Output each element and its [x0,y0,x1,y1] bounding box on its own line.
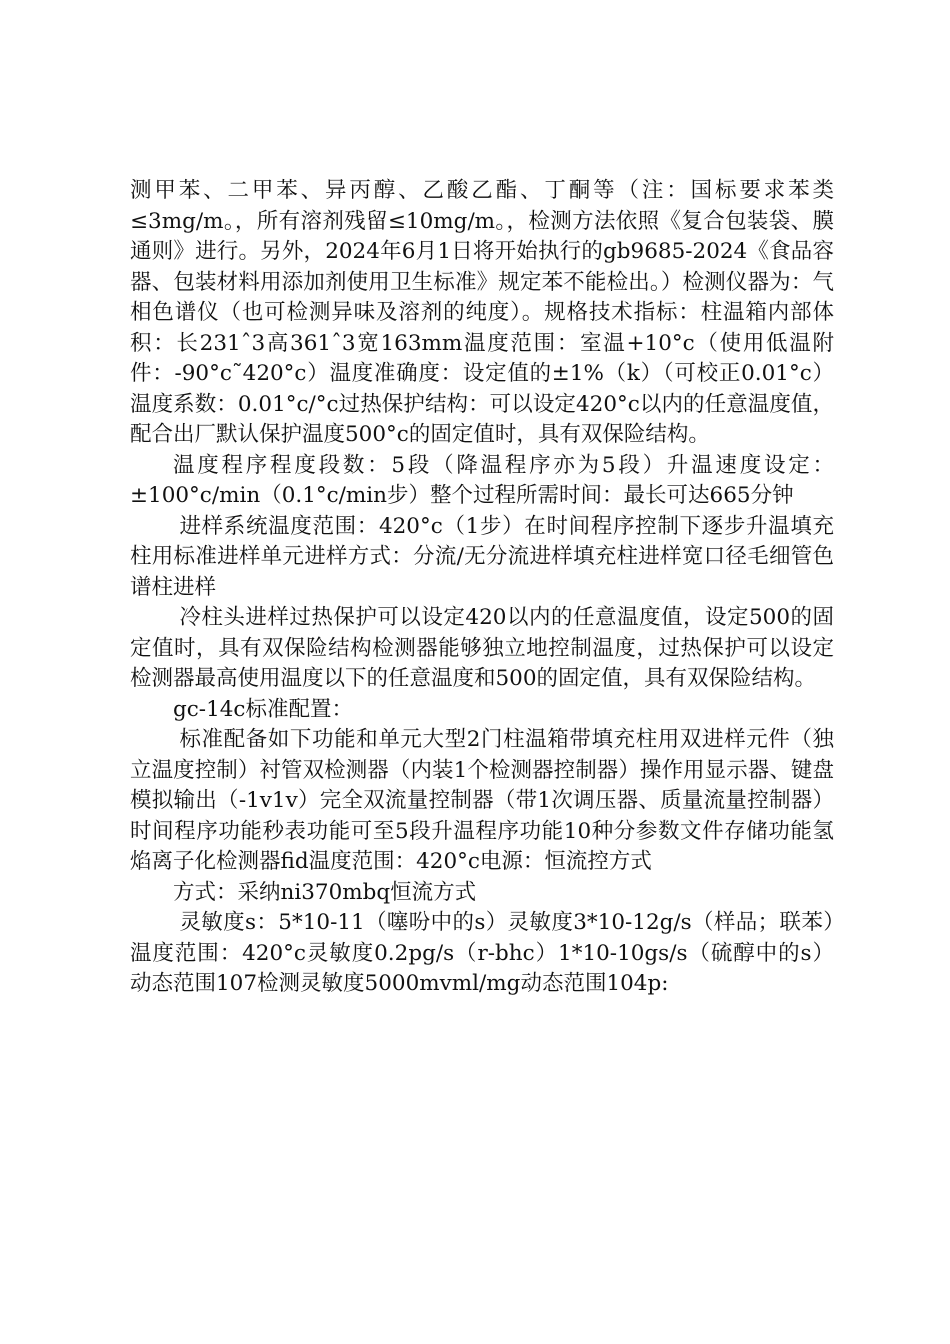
paragraph-standard-config-heading: gc-14c标准配置： [173,696,353,722]
paragraph-standard-config: 标准配备如下功能和单元大型2门柱温箱带填充柱用双进样元件（独立温度控制）衬管双检测器（内装1个检测器控制器）操作用显示器、键盘模拟输出（-1v1v）完全双流量控制器（带1次调压器、质量流量控制器）时间程序功能秒表功能可至5段升温程序功能10种分参数文件存储功能氢焰离子化检测器fid温度范围：420°c电源：恒流控方式 [130,727,834,874]
paragraph-method: 方式：采纳ni370mbq恒流方式 [173,879,477,905]
paragraph-cold-column-injection: 冷柱头进样过热保护可以设定420以内的任意温度值，设定500的固定值时，具有双保险结构检测器能够独立地控制温度，过热保护可以设定检测器最高使用温度以下的任意温度和500的固定值，具有双保险结构。 [130,605,834,691]
paragraph-injection-system: 进样系统温度范围：420°c（1步）在时间程序控制下逐步升温填充柱用标准进样单元进样方式：分流/无分流进样填充柱进样宽口径毛细管色谱柱进样 [130,513,834,600]
paragraph-solvent-testing: 测甲苯、二甲苯、异丙醇、乙酸乙酯、丁酮等（注：国标要求苯类≤3mg/m。，所有溶剂残留≤10mg/m。，检测方法依照《复合包装袋、膜通则》进行。另外，2024年6月1日将开始执行的gb9685-2024《食品容器、包装材料用添加剂使用卫生标准》规定苯不能检出。）检测仪器为：气相色谱仪（也可检测异味及溶剂的纯度）。规格技术指标：柱温箱内部体积：长231ˆ3高361ˆ3宽163mm温度范围：室温+10°c（使用低温附件：-90°c˜420°c）温度准确度：设定值的±1%（k）（可校正0.01°c）温度系数：0.01°c/°c过热保护结构：可以设定420°c以内的任意温度值，配合出厂默认保护温度500°c的固定值时，具有双保险结构。 [130,178,834,447]
paragraph-temperature-program: 温度程序程度段数：5段（降温程序亦为5段）升温速度设定：±100°c/min（0.1°c/min步）整个过程所需时间：最长可达665分钟 [130,452,834,508]
document-body [130,176,834,1000]
paragraph-sensitivity: 灵敏度s：5*10-11（噻吩中的s）灵敏度3*10-12g/s（样品；联苯）温度范围：420°c灵敏度0.2pg/s（r-bhc）1*10-10gs/s（硫醇中的s）动态范围107检测灵敏度5000mvml/mg动态范围104p: [130,910,834,996]
